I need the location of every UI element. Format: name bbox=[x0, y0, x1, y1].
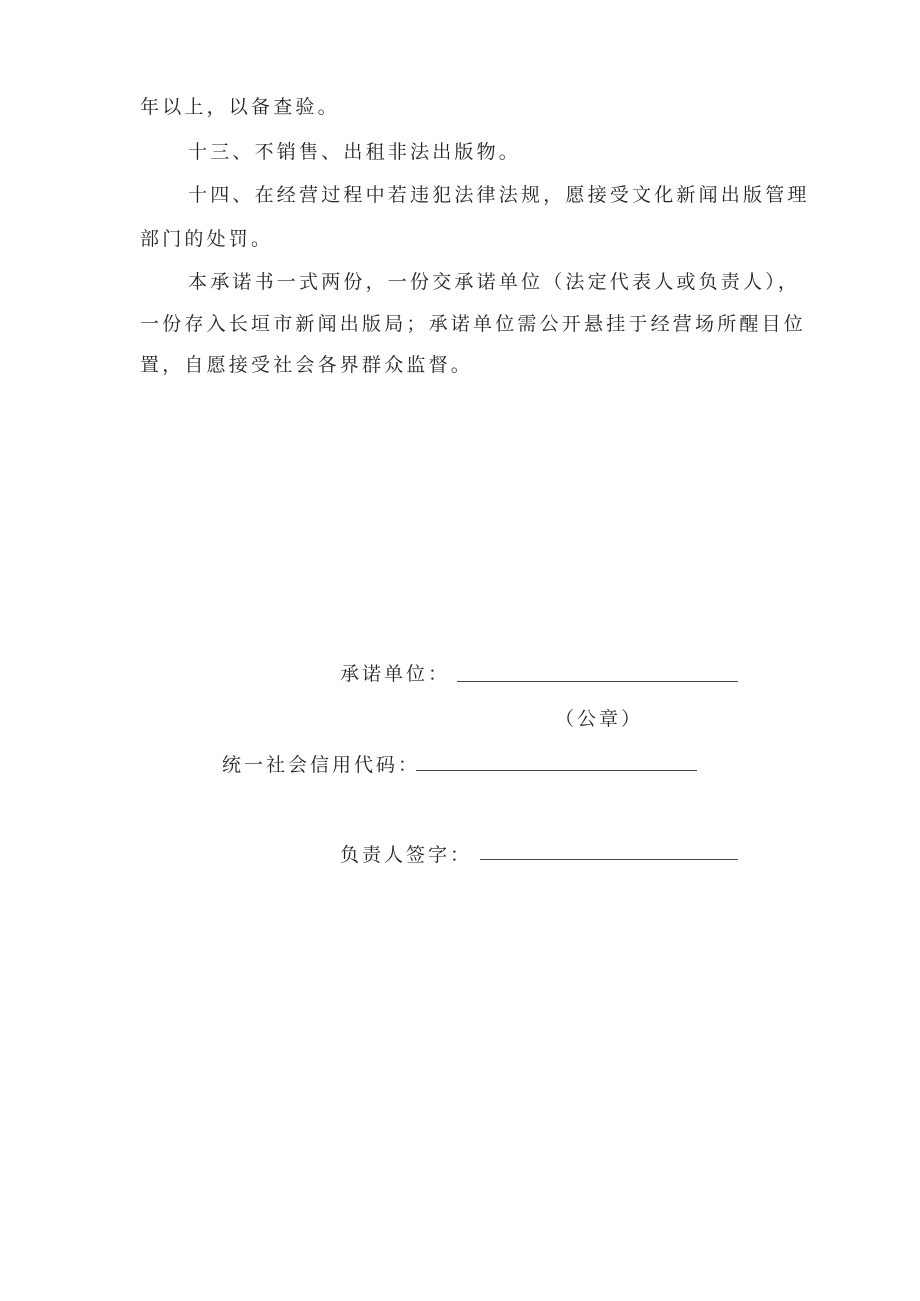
body-line-1: 年以上，以备查验。 bbox=[140, 96, 340, 118]
copies-paragraph-line-2: 一份存入长垣市新闻出版局；承诺单位需公开悬挂于经营场所醒目位 bbox=[140, 313, 807, 335]
signer-label: 负责人签字： bbox=[340, 844, 473, 866]
official-seal-label: （公章） bbox=[555, 708, 644, 730]
clause-14-line-1: 十四、在经营过程中若违犯法律法规，愿接受文化新闻出版管理 bbox=[188, 184, 810, 206]
copies-paragraph-line-3: 置，自愿接受社会各界群众监督。 bbox=[140, 354, 474, 376]
pledging-unit-line[interactable] bbox=[457, 681, 738, 682]
pledging-unit-label: 承诺单位： bbox=[340, 663, 451, 685]
copies-paragraph-line-1: 本承诺书一式两份，一份交承诺单位（法定代表人或负责人）， bbox=[188, 271, 801, 293]
signer-signature-line[interactable] bbox=[480, 859, 738, 860]
credit-code-line[interactable] bbox=[416, 770, 697, 771]
clause-14-line-2: 部门的处罚。 bbox=[140, 228, 274, 250]
clause-13: 十三、不销售、出租非法出版物。 bbox=[188, 141, 522, 163]
credit-code-label: 统一社会信用代码： bbox=[222, 754, 421, 776]
